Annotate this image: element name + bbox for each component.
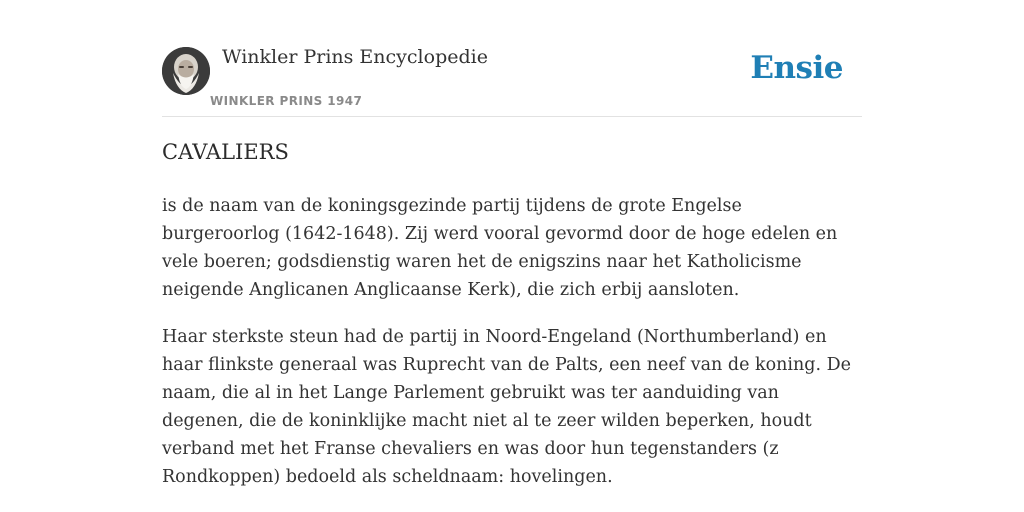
author-avatar-icon[interactable] — [162, 47, 210, 95]
article-body — [162, 192, 862, 510]
article-title: CAVALIERS — [162, 140, 289, 164]
article-paragraph: Haar sterkste steun had de partij in Noord-Engeland (Northumberland) en haar flinkste generaal was Ruprecht van de Palts, een neef van de koning. De naam, die al in het Lange Parlement gebruikt was ter aanduiding van degenen, die de koninklijke macht niet al te zeer wilden beperken, houdt verband met het Franse chevaliers en was door hun tegenstanders (z Rondkoppen) bedoeld als scheldnaam: hovelingen. — [162, 327, 851, 487]
site-title[interactable]: Winkler Prins Encyclopedie — [222, 46, 488, 68]
ensie-logo[interactable]: Ensie — [750, 50, 843, 86]
page — [162, 0, 862, 487]
source-label[interactable]: WINKLER PRINS 1947 — [210, 94, 363, 108]
header — [162, 0, 862, 117]
article-paragraph: is de naam van de koningsgezinde partij tijdens de grote Engelse burgeroorlog (1642-1648). Zij werd vooral gevormd door de hoge edelen en vele boeren; godsdienstig waren het de enigszins naar het Katholicisme neigende Anglicanen Anglicaanse Kerk), die zich erbij aansloten. — [162, 196, 838, 300]
